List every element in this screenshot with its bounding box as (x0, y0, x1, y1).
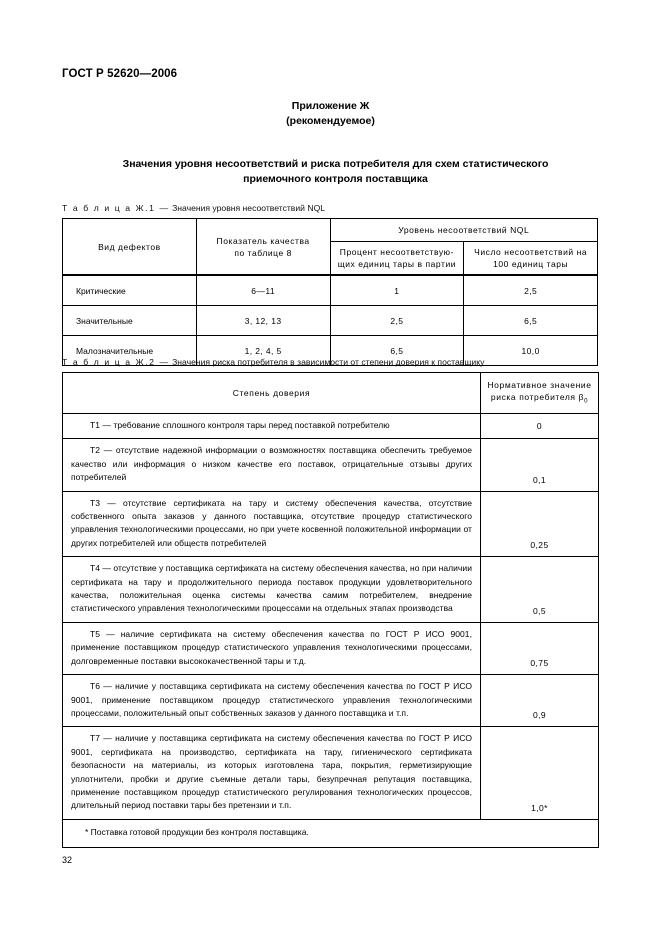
annex-subtitle: (рекомендуемое) (286, 115, 375, 127)
col-header-quality-index-line-1: Показатель качества (216, 235, 310, 246)
cell-trust-degree-text: Т7 — наличие у поставщика сертификата на систему обеспечения качества по ГОСТ Р ИСО 9001, сертификата на производство, сертификата на тару, гигиенического сертификата безопасности на материалы, из которых изготовлена тара, покрытия, герметизирующие уплотнители, пробки и другие съемные детали тары, безупречная репутация поставщика, применение поставщиком процедур статистического регулирования технологических процессов, длительный период поставки тары без претензии и т.п. (71, 733, 472, 811)
table-row (63, 275, 598, 306)
table-row (63, 622, 599, 674)
cell-trust-degree (63, 557, 481, 623)
cell-risk-value: 0,5 (481, 557, 599, 623)
col-header-risk-value-line-2: риска потребителя (490, 391, 579, 402)
col-header-count-line-2: 100 единиц тары (493, 259, 569, 269)
cell-defect-type: Критические (63, 275, 197, 306)
cell-trust-degree (63, 727, 481, 819)
col-header-defect-type: Вид дефектов (63, 219, 197, 276)
cell-trust-degree-text: Т1 — требование сплошного контроля тары перед поставкой потребителю (90, 420, 390, 430)
cell-count: 10,0 (464, 336, 598, 366)
table-risk (62, 372, 599, 848)
table-row (63, 439, 599, 491)
cell-trust-degree (63, 675, 481, 727)
col-header-trust-degree: Степень доверия (63, 373, 481, 414)
cell-trust-degree (63, 439, 481, 491)
cell-risk-value: 0,75 (481, 622, 599, 674)
cell-trust-degree-text: Т3 — отсутствие сертификата на тару и систему обеспечения качества, отсутствие собственного опыта заказов у данного поставщика, отсутствие процедур статистического управления технологическими процессами, но при учете косвенной положительной информации от других потребителей или обществ потребителей (71, 497, 472, 548)
beta-symbol: β (578, 391, 585, 402)
table-footnote-row (63, 819, 599, 847)
table-row (63, 557, 599, 623)
cell-count: 6,5 (464, 306, 598, 336)
cell-risk-value: 0,25 (481, 491, 599, 557)
table-row (63, 675, 599, 727)
cell-trust-degree-text: Т5 — наличие сертификата на систему обеспечения качества по ГОСТ Р ИСО 9001, применение поставщиком процедур статистического управления технологическими процессами, долговременные поставки высококачественной тары и т.д. (71, 628, 472, 666)
col-header-nql-group: Уровень несоответствий NQL (330, 219, 598, 242)
col-header-count (464, 242, 598, 276)
cell-trust-degree (63, 414, 481, 439)
cell-risk-value: 1,0* (481, 727, 599, 819)
annex-header (0, 99, 661, 129)
table-nql-caption (62, 203, 325, 213)
table-nql-header-row-top (63, 219, 598, 242)
table-row (63, 727, 599, 819)
col-header-percent (330, 242, 464, 276)
table-risk-caption-label: Т а б л и ц а Ж.2 — (62, 357, 170, 367)
table-nql-caption-text: Значения уровня несоответствий NQL (172, 203, 326, 213)
table-risk-head (63, 373, 599, 414)
page-number: 32 (62, 855, 73, 865)
cell-quality-index: 3, 12, 13 (196, 306, 330, 336)
table-risk-caption-text: Значения риска потребителя в зависимости от степени доверия к поставщику (172, 357, 485, 367)
table-nql-caption-label: Т а б л и ц а Ж.1 — (62, 203, 170, 213)
table-row (63, 414, 599, 439)
cell-trust-degree (63, 622, 481, 674)
cell-count: 2,5 (464, 275, 598, 306)
page-title (72, 157, 599, 187)
col-header-count-line-1: Число несоответствий на (474, 247, 588, 257)
col-header-quality-index-line-2: по таблице 8 (234, 247, 292, 258)
col-header-risk-value-line-1: Нормативное значение (487, 379, 592, 390)
table-footnote: * Поставка готовой продукции без контроля поставщика. (63, 819, 599, 847)
col-header-risk-value (481, 373, 599, 414)
table-nql-body (63, 275, 598, 366)
col-header-percent-line-2: щих единиц тары в партии (337, 259, 457, 269)
table-row (63, 306, 598, 336)
beta-subscript: 0 (584, 397, 589, 405)
col-header-percent-line-1: Процент несоответствую- (339, 247, 454, 257)
table-risk-caption (62, 357, 484, 367)
table-nql-head (63, 219, 598, 276)
table-risk-header-row (63, 373, 599, 414)
page-title-line-1: Значения уровня несоответствий и риска потребителя для схем статистического (122, 158, 549, 170)
table-risk-body (63, 414, 599, 848)
table-row (63, 491, 599, 557)
col-header-quality-index (196, 219, 330, 276)
cell-risk-value: 0 (481, 414, 599, 439)
cell-risk-value: 0,1 (481, 439, 599, 491)
cell-percent: 1 (330, 275, 464, 306)
table-nql (62, 218, 598, 366)
cell-trust-degree (63, 491, 481, 557)
cell-trust-degree-text: Т6 — наличие у поставщика сертификата на систему обеспечения качества по ГОСТ Р ИСО 9001, применение поставщиком процедур статистического управления технологическими процессами, положительный опыт собственных заказов у данного поставщика и т.п. (71, 681, 472, 718)
cell-percent: 6,5 (330, 336, 464, 366)
standard-number: ГОСТ Р 52620—2006 (62, 68, 178, 80)
cell-defect-type: Значительные (63, 306, 197, 336)
page-title-line-2: приемочного контроля поставщика (243, 173, 428, 185)
annex-title: Приложение Ж (291, 100, 370, 112)
cell-quality-index: 6—11 (196, 275, 330, 306)
cell-trust-degree-text: Т4 — отсутствие у поставщика сертификата на систему обеспечения качества, но при наличии сертификата на тару и продолжительного периода поставок продукции удовлетворительного качества, положительная оценка системы качества самим потребителем, внедрение статистического управления технологическими процессами на отдельных этапах производства (71, 563, 472, 614)
cell-defect-type: Малозначительные (63, 336, 197, 366)
cell-quality-index: 1, 2, 4, 5 (196, 336, 330, 366)
cell-percent: 2,5 (330, 306, 464, 336)
cell-trust-degree-text: Т2 — отсутствие надежной информации о возможностях поставщика обеспечить требуемое качество или информация о низком качестве его поставок, отрицательные отзывы других потребителей (71, 445, 472, 483)
cell-risk-value: 0,9 (481, 675, 599, 727)
